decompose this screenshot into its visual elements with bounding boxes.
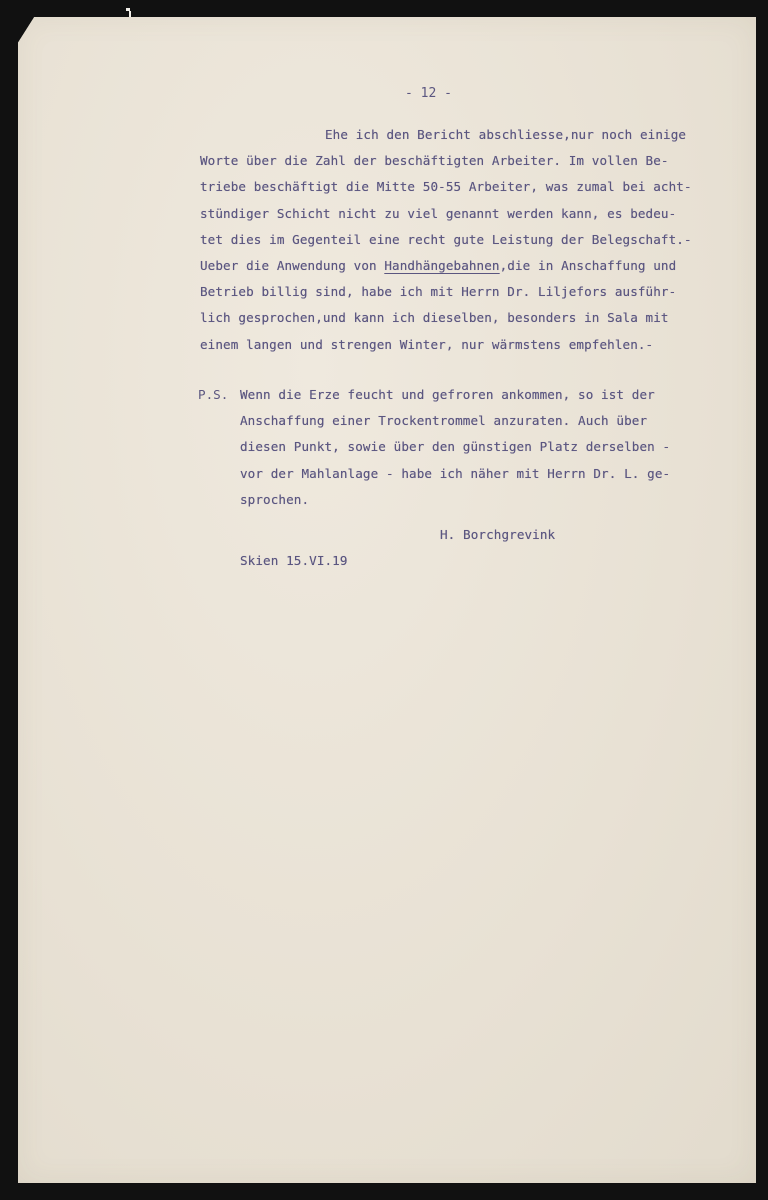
postscript-marker: P.S. [198, 387, 229, 402]
text-line: Wenn die Erze feucht und gefroren ankommen, so ist der [240, 387, 655, 402]
text-line: triebe beschäftigt die Mitte 50-55 Arbeiter, was zumal bei acht- [200, 179, 692, 195]
text-line: stündiger Schicht nicht zu viel genannt werden kann, es bedeu- [200, 205, 677, 221]
text-line: sprochen. [240, 491, 310, 507]
text-line: Worte über die Zahl der beschäftigten Arbeiter. Im vollen Be- [200, 153, 669, 169]
underlined-term: Handhängebahnen [384, 258, 500, 274]
text-line: diesen Punkt, sowie über den günstigen Platz derselben - [240, 439, 671, 455]
main-paragraph [200, 122, 692, 358]
text-line: einem langen und strengen Winter, nur wärmstens empfehlen.- [200, 336, 654, 352]
text-line: tet dies im Gegenteil eine recht gute Leistung der Belegschaft.- [200, 231, 692, 247]
corner-mark-dot [126, 8, 130, 11]
text-line: Ehe ich den Bericht abschliesse,nur noch einige [325, 127, 687, 142]
text-segment: Ueber die Anwendung von [200, 258, 385, 274]
page-number: - 12 - [405, 86, 452, 101]
text-line: Betrieb billig sind, habe ich mit Herrn Dr. Liljefors ausführ- [200, 284, 677, 300]
signature: H. Borchgrevink [440, 527, 556, 542]
text-line [200, 258, 676, 273]
text-line: lich gesprochen,und kann ich dieselben, besonders in Sala mit [200, 310, 669, 326]
text-line: vor der Mahlanlage - habe ich näher mit Herrn Dr. L. ge- [240, 465, 671, 481]
postscript-paragraph [240, 382, 670, 513]
text-line: Anschaffung einer Trockentrommel anzuraten. Auch über [240, 413, 648, 429]
text-segment: ,die in Anschaffung und [499, 258, 677, 274]
place-date: Skien 15.VI.19 [240, 553, 348, 568]
